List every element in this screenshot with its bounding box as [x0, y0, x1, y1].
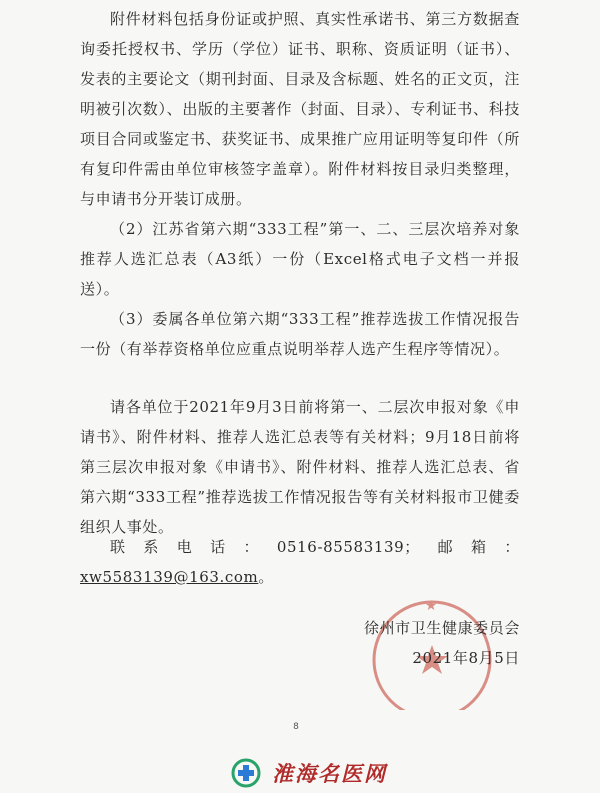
contact-suffix: 。 [258, 568, 274, 586]
medical-cross-logo-icon [228, 758, 264, 788]
site-watermark [228, 756, 387, 790]
contact-phone-text: 联系电话：0516-85583139；邮箱： [110, 538, 520, 556]
attachment-materials-paragraph: 附件材料包括身份证或护照、真实性承诺书、第三方数据查询委托授权书、学历（学位）证书、职称、资质证明（证书）、发表的主要论文（期刊封面、目录及含标题、姓名的正文页，注明被引次数）、出版的主要著作（封面、目录）、专利证书、科技项目合同或鉴定书、获奖证书、成果推广应用证明等复印件（所有复印件需由单位审核签字盖章）。附件材料按目录归类整理，与申请书分开装订成册。 [80, 10, 520, 208]
watermark-site-name: 淮海名医网 [272, 762, 387, 786]
item-2-paragraph: （2）江苏省第六期“333工程”第一、二、三层次培养对象推荐人选汇总表（A3纸）一份（Excel格式电子文档一并报送）。 [80, 220, 520, 298]
page-number: 8 [293, 722, 299, 732]
issuer-organization: 徐州市卫生健康委员会 [363, 619, 520, 637]
svg-text:★: ★ [424, 598, 440, 614]
issue-date: 2021年8月5日 [412, 649, 520, 667]
deadline-paragraph: 请各单位于2021年9月3日前将第一、二层次申报对象《申请书》、附件材料、推荐人选汇总表等有关材料；9月18日前将第三层次申报对象《申请书》、附件材料、推荐人选汇总表、省第六期“333工程”推荐选拔工作情况报告等有关材料报市卫健委组织人事处。 [80, 398, 520, 536]
contact-paragraph [80, 532, 520, 592]
item-3-paragraph: （3）委属各单位第六期“333工程”推荐选拔工作情况报告一份（有举荐资格单位应重点说明举荐人选产生程序等情况）。 [80, 310, 520, 358]
contact-email-link[interactable]: xw5583139@163.com [80, 568, 259, 586]
